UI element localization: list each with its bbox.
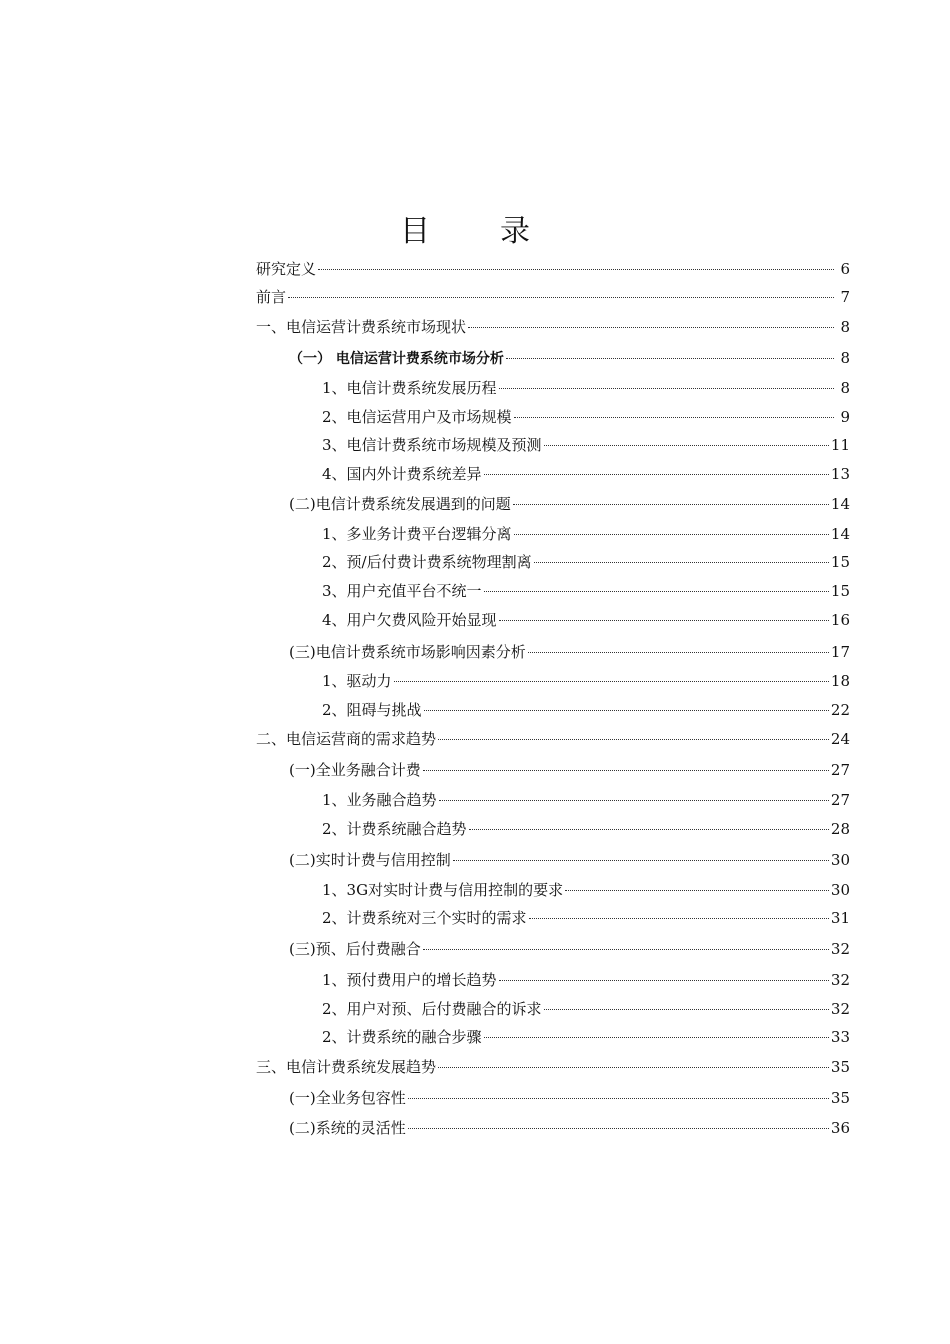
toc-entry[interactable]	[256, 434, 850, 456]
toc-entry[interactable]	[256, 789, 850, 811]
toc-entry-title: 4、用户欠费风险开始显现	[322, 611, 497, 629]
toc-entry[interactable]	[256, 609, 850, 631]
toc-page-number: 35	[830, 1058, 850, 1076]
toc-entry-title: 4、国内外计费系统差异	[322, 465, 482, 483]
dot-leader	[528, 652, 829, 653]
toc-entry[interactable]	[256, 998, 850, 1020]
dot-leader	[484, 1037, 829, 1038]
toc-entry[interactable]	[256, 580, 850, 602]
toc-entry[interactable]	[256, 493, 850, 515]
dot-leader	[288, 297, 834, 298]
toc-entry[interactable]	[256, 849, 850, 871]
toc-entry[interactable]	[256, 1026, 850, 1048]
toc-page-number: 11	[830, 436, 850, 454]
dot-leader	[544, 445, 829, 446]
dot-leader	[499, 388, 834, 389]
dot-leader	[394, 681, 829, 682]
toc-page-number: 22	[830, 701, 850, 719]
toc-entry[interactable]	[256, 523, 850, 545]
toc-page-number: 8	[840, 379, 850, 397]
toc-entry-title: （一） 电信运营计费系统市场分析	[289, 351, 504, 367]
toc-page-number: 17	[830, 643, 850, 661]
toc-page-number: 18	[830, 672, 850, 690]
toc-entry[interactable]	[256, 1117, 850, 1139]
toc-page-number: 27	[830, 791, 850, 809]
toc-page-number: 32	[830, 940, 850, 958]
toc-entry[interactable]	[256, 969, 850, 991]
toc-page-number: 8	[840, 349, 850, 367]
toc-entry[interactable]	[256, 728, 850, 750]
toc-entry-title: 2、预/后付费计费系统物理割离	[322, 553, 532, 571]
toc-entry[interactable]	[256, 258, 850, 280]
toc-entry-title: (一)全业务融合计费	[289, 761, 421, 779]
toc-entry-title: (一)全业务包容性	[289, 1089, 406, 1107]
toc-entry[interactable]	[256, 463, 850, 485]
toc-page-number: 30	[830, 851, 850, 869]
dot-leader	[438, 1067, 829, 1068]
toc-page-number: 32	[830, 971, 850, 989]
toc-page-number: 33	[830, 1028, 850, 1046]
toc-page-number: 13	[830, 465, 850, 483]
toc-entry-title: 二、电信运营商的需求趋势	[256, 730, 437, 748]
dot-leader	[423, 770, 829, 771]
dot-leader	[484, 474, 829, 475]
toc-entry[interactable]	[256, 406, 850, 428]
dot-leader	[408, 1128, 829, 1129]
dot-leader	[514, 417, 834, 418]
toc-entry-title: 三、电信计费系统发展趋势	[256, 1058, 437, 1076]
toc-entry-title: 2、计费系统对三个实时的需求	[322, 909, 527, 927]
toc-entry[interactable]	[256, 1087, 850, 1109]
toc-page-number: 28	[830, 820, 850, 838]
toc-entry-title: 2、电信运营用户及市场规模	[322, 408, 512, 426]
dot-leader	[408, 1098, 829, 1099]
toc-entry[interactable]	[256, 551, 850, 573]
toc-entry-title: 1、多业务计费平台逻辑分离	[322, 525, 512, 543]
toc-entry-title: 1、业务融合趋势	[322, 791, 437, 809]
toc-entry-title: (三)预、后付费融合	[289, 940, 421, 958]
toc-entry-title: 2、阻碍与挑战	[322, 701, 422, 719]
toc-page-number: 16	[830, 611, 850, 629]
dot-leader	[469, 829, 829, 830]
toc-entry-title: 1、3G对实时计费与信用控制的要求	[322, 881, 564, 899]
toc-entry-title: 3、电信计费系统市场规模及预测	[322, 436, 542, 454]
toc-entry-title: (二)电信计费系统发展遇到的问题	[289, 495, 511, 513]
dot-leader	[318, 269, 834, 270]
dot-leader	[499, 980, 829, 981]
toc-page-number: 8	[840, 318, 850, 336]
toc-entry[interactable]	[256, 286, 850, 308]
toc-entry-title: 2、计费系统融合趋势	[322, 820, 467, 838]
dot-leader	[468, 327, 834, 328]
toc-entry[interactable]	[256, 316, 850, 338]
toc-entry[interactable]	[256, 347, 850, 370]
toc-page-number: 6	[840, 260, 850, 278]
toc-entry[interactable]	[256, 1056, 850, 1078]
toc-entry[interactable]	[256, 938, 850, 960]
toc-page-number: 35	[830, 1089, 850, 1107]
toc-page-number: 15	[830, 582, 850, 600]
dot-leader	[513, 504, 829, 505]
toc-entry-title: 1、驱动力	[322, 672, 392, 690]
toc-entry[interactable]	[256, 759, 850, 781]
toc-page-number: 27	[830, 761, 850, 779]
toc-page-number: 14	[830, 495, 850, 513]
toc-entry-title: 1、电信计费系统发展历程	[322, 379, 497, 397]
toc-entry-title: 1、预付费用户的增长趋势	[322, 971, 497, 989]
dot-leader	[565, 890, 829, 891]
toc-page-number: 36	[830, 1119, 850, 1137]
toc-entry[interactable]	[256, 377, 850, 399]
toc-entry[interactable]	[256, 699, 850, 721]
toc-page-number: 7	[840, 288, 850, 306]
toc-entry-title: 前言	[256, 288, 287, 306]
dot-leader	[534, 562, 829, 563]
dot-leader	[424, 710, 829, 711]
toc-entry-title: 2、计费系统的融合步骤	[322, 1028, 482, 1046]
toc-entry[interactable]	[256, 879, 850, 901]
dot-leader	[453, 860, 829, 861]
toc-page-number: 14	[830, 525, 850, 543]
toc-entry[interactable]	[256, 641, 850, 663]
page-title: 目 录	[400, 214, 550, 249]
toc-entry[interactable]	[256, 670, 850, 692]
dot-leader	[423, 949, 829, 950]
toc-entry-title: 研究定义	[256, 260, 317, 278]
dot-leader	[484, 591, 829, 592]
toc-entry-title: (二)实时计费与信用控制	[289, 851, 451, 869]
toc-entry[interactable]	[256, 818, 850, 840]
toc-entry-title: (二)系统的灵活性	[289, 1119, 406, 1137]
dot-leader	[529, 918, 829, 919]
toc-page-number: 9	[840, 408, 850, 426]
toc-entry[interactable]	[256, 907, 850, 929]
toc-page-number: 15	[830, 553, 850, 571]
dot-leader	[514, 534, 829, 535]
dot-leader	[499, 620, 829, 621]
dot-leader	[506, 358, 834, 359]
toc-entry-title: 3、用户充值平台不统一	[322, 582, 482, 600]
dot-leader	[439, 800, 829, 801]
toc-page-number: 30	[830, 881, 850, 899]
toc-entry-title: 一、电信运营计费系统市场现状	[256, 318, 467, 336]
dot-leader	[438, 739, 829, 740]
toc-entry-title: (三)电信计费系统市场影响因素分析	[289, 643, 526, 661]
dot-leader	[544, 1009, 829, 1010]
toc-page-number: 31	[830, 909, 850, 927]
toc-page-number: 24	[830, 730, 850, 748]
toc-page-number: 32	[830, 1000, 850, 1018]
toc-entry-title: 2、用户对预、后付费融合的诉求	[322, 1000, 542, 1018]
